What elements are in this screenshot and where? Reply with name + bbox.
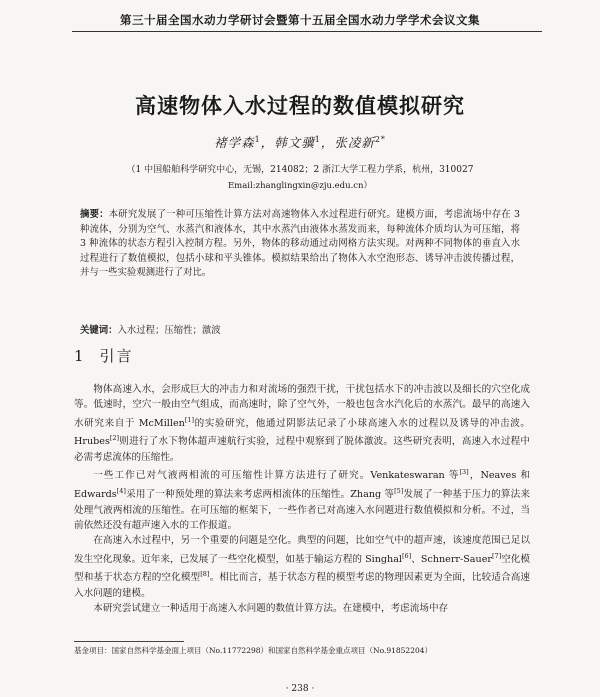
paragraph [74,601,530,616]
author-separator: ， [260,135,275,150]
running-header: 第三十届全国水动力学研讨会暨第十五届全国水动力学学术会议文集 [120,13,480,27]
paragraph [74,465,530,533]
affiliation: （1 中国船舶科学研究中心，无锡，214082；2 浙江大学工程力学系，杭州，310027 [126,165,474,175]
keywords-text: 入水过程；压缩性；激波 [117,325,221,336]
citation-ref: [2] [109,434,120,443]
citation-ref: [6] [402,551,412,560]
keywords [80,322,520,336]
paragraph-text: 。相比而言，基于状态方程的模型考虑的物理因素更为全面，比较适合高速入水问题的建模。 [74,572,531,599]
citation-ref: [3] [459,468,469,477]
section-heading [74,345,134,366]
author-affiliation-mark: 1 [314,134,321,144]
paragraph-text: 物体高速入水，会形成巨大的冲击力和对流场的强烈干扰，干扰包括水下的冲击波以及细长的穴空化成等。低速时，空穴一般由空气组成，而高速时，除了空气外，一般也包含水汽化后的水蒸汽。最早的高速入水研究来自于 McMillen [74,384,530,429]
page-number: · 238 · [285,684,315,694]
paragraph-text: 采用了一种预处理的算法来考虑两相流体的压缩性。Zhang 等 [125,489,395,501]
citation-ref: [5] [394,487,404,495]
paper-title: 高速物体入水过程的数值模拟研究 [135,94,465,118]
citation-ref: [4] [116,487,126,495]
paragraph [74,533,530,601]
citation-ref: [1] [184,415,195,424]
footnote-divider [74,641,184,642]
paragraph-text: 在高速入水过程中，另一个重要的问题是空化。典型的问题，比如空气中的超声速，该速度范围已足以发生空化现象。近年来，已发展了一些空化模型，如基于输运方程的 Singhal [74,535,530,565]
body-text [74,382,530,617]
abstract [80,208,520,281]
author-affiliation-mark: 1 [254,134,261,144]
citation-ref: [8] [200,570,210,579]
author-email: Email:zhanglingxin@zju.edu.cn） [227,181,373,191]
paragraph-text: ，Neaves 和 Edwards [74,470,530,501]
paragraph-text: 发展了一种基于压力的算法来处理气液两相流的压缩性。在可压缩的框架下，一些作者已对高速入水问题进行数值模拟和分析。不过，当前依然还没有超声速入水的工作报道。 [74,489,531,531]
section-number: 1 [74,347,86,365]
paragraph-text: 则进行了水下物体超声速航行实验，过程中观察到了脱体激波。这些研究表明，高速入水过程中必需考虑流体的压缩性。 [74,436,530,463]
section-title: 引言 [99,347,134,365]
paragraph-text: 本研究尝试建立一种适用于高速入水问题的数值计算方法。在建模中，考虑流场中存 [93,603,449,615]
paragraph [74,382,530,465]
author-name: 褚学森 [214,135,255,150]
paragraph-text: 空化模型和基于状态方程的空化模型 [74,554,531,584]
author-name: 韩文骥 [274,135,315,150]
author-name: 张凌新 [334,135,375,150]
paragraph-text: 的实验研究，他通过阴影法记录了小球高速入水的过程以及诱导的冲击波。Hrubes [74,418,530,448]
author-list [0,133,600,151]
paragraph-text: 一些工作已对气液两相流的可压缩性计算方法进行了研究。Venkateswaran 等 [93,470,460,482]
keywords-label: 关键词： [80,325,118,336]
author-separator: ， [320,135,335,150]
citation-ref: [7] [491,551,502,560]
paragraph-text: 、Schnerr-Sauer [411,554,492,565]
abstract-label: 摘要： [80,209,109,220]
author-affiliation-mark: 2* [374,134,386,144]
funding-footnote: 基金项目：国家自然科学基金面上项目（No.11772298）和国家自然科学基金重点项目（No.91852204） [74,646,433,655]
header-divider [72,31,542,32]
abstract-text: 本研究发展了一种可压缩性计算方法对高速物体入水过程进行研究。建模方面，考虑流场中存在 3 种流体，分别为空气、水蒸汽和液体水，其中水蒸汽由液体水蒸发而来，每种流体介质均认为可压缩，将 3 种流体的状态方程引入控制方程。另外，物体的移动通过动网格方法实现。对两种不同物体的垂直入水过程进行了数值模拟，包括小球和平头锥体。模拟结果给出了物体入水空泡形态、诱导冲击波传播过程，并与一些实验观测进行了对比。 [80,209,520,278]
